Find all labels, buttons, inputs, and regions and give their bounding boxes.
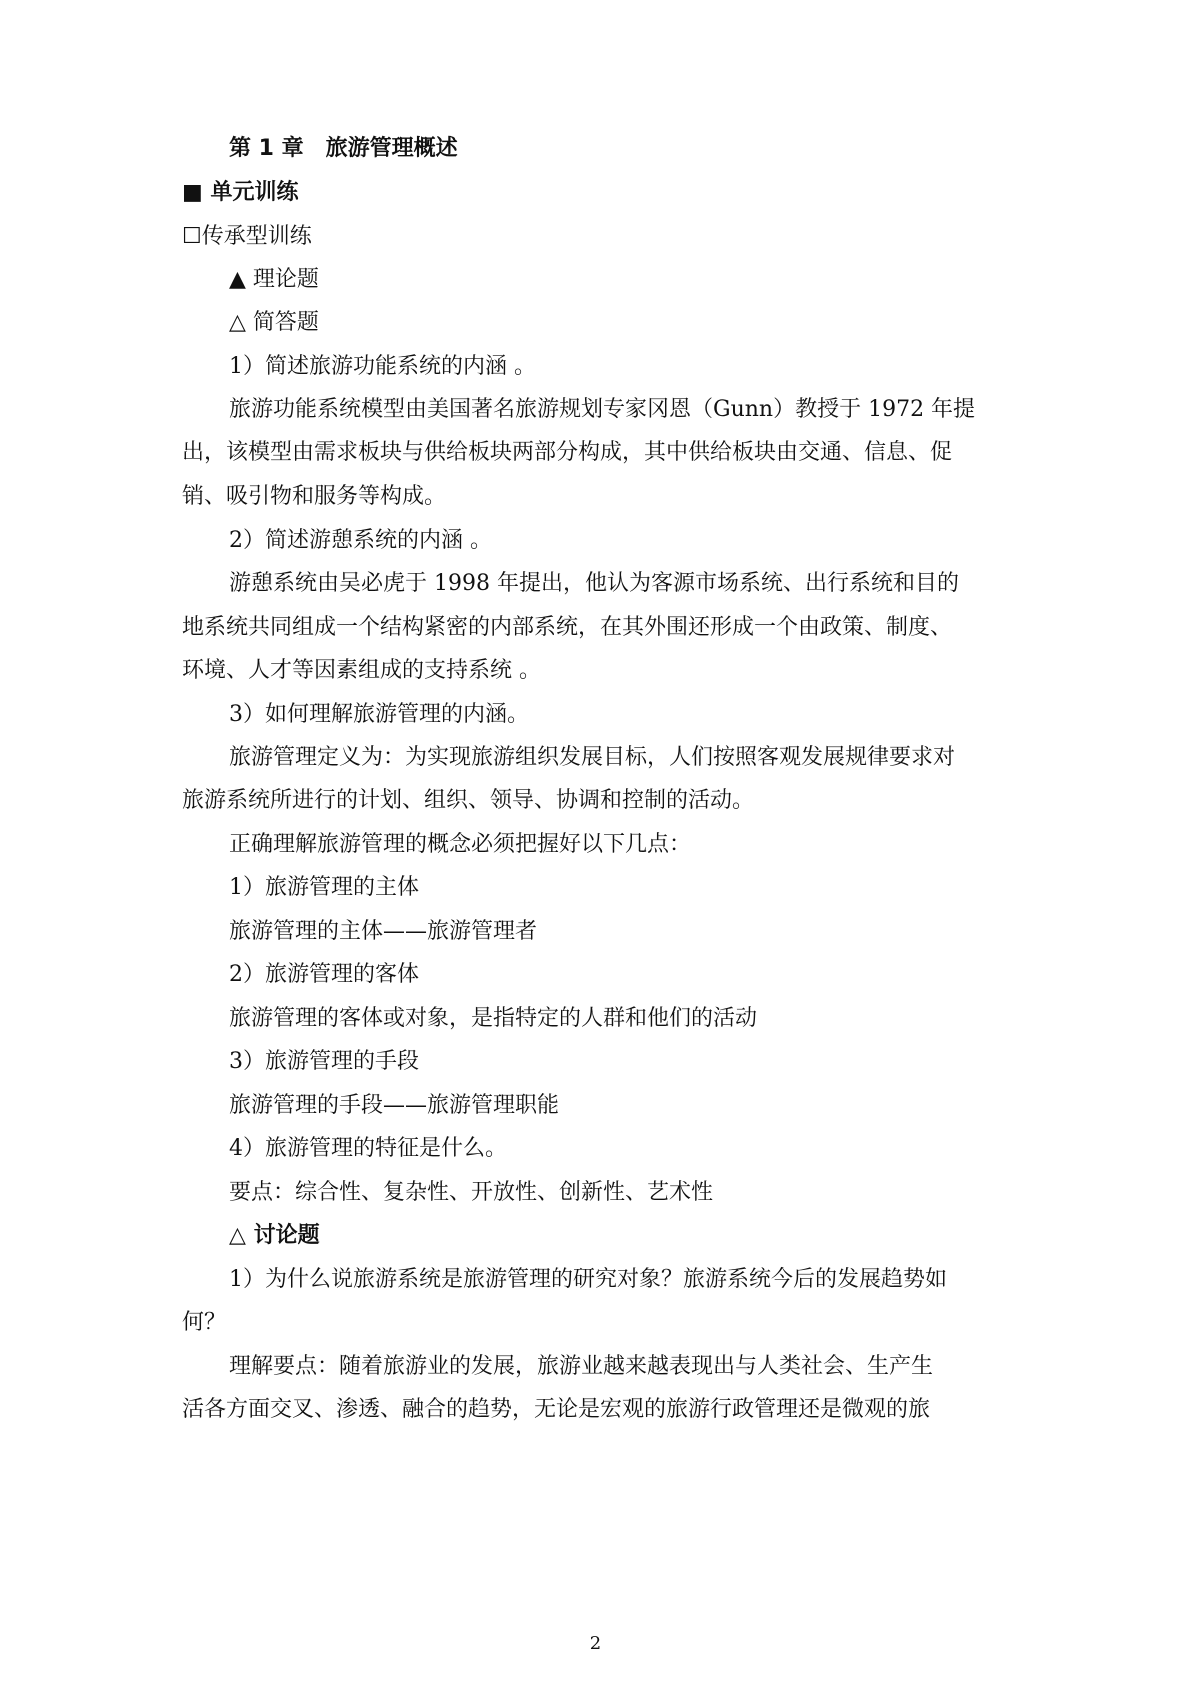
answer-2-line: 地系统共同组成一个结构紧密的内部系统，在其外围还形成一个由政策、制度、 <box>182 615 953 640</box>
type-short-answer: △ 简答题 <box>229 310 319 335</box>
page-number: 2 <box>589 1633 602 1654</box>
section-heading: ■ 单元训练 <box>182 180 299 205</box>
answer-2-line: 游憩系统由吴必虎于 1998 年提出，他认为客源市场系统、出行系统和目的 <box>229 571 959 596</box>
question-2: 2）简述游憩系统的内涵 。 <box>229 528 492 553</box>
question-1: 1）简述旅游功能系统的内涵 。 <box>229 354 536 379</box>
answer-3-intro: 正确理解旅游管理的概念必须把握好以下几点： <box>229 832 692 857</box>
answer-3-line: 旅游管理定义为：为实现旅游组织发展目标，人们按照客观发展规律要求对 <box>229 745 956 770</box>
discussion-1-answer-line: 活各方面交叉、渗透、融合的趋势，无论是宏观的旅游行政管理还是微观的旅 <box>182 1397 931 1422</box>
discussion-1-line: 何？ <box>182 1310 227 1335</box>
answer-3-point: 旅游管理的客体或对象，是指特定的人群和他们的活动 <box>229 1006 758 1031</box>
subsection-label: ☐传承型训练 <box>182 224 312 249</box>
answer-3-point: 2）旅游管理的客体 <box>229 962 419 987</box>
discussion-1-answer-line: 理解要点：随着旅游业的发展，旅游业越来越表现出与人类社会、生产生 <box>229 1354 934 1379</box>
answer-3-point: 旅游管理的手段——旅游管理职能 <box>229 1093 560 1118</box>
question-4: 4）旅游管理的特征是什么。 <box>229 1136 507 1161</box>
question-3: 3）如何理解旅游管理的内涵。 <box>229 702 529 727</box>
answer-1-line: 出，该模型由需求板块与供给板块两部分构成，其中供给板块由交通、信息、促 <box>182 440 953 465</box>
answer-3-line: 旅游系统所进行的计划、组织、领导、协调和控制的活动。 <box>182 788 755 813</box>
answer-1-line: 销、吸引物和服务等构成。 <box>182 484 447 509</box>
type-discussion: △ 讨论题 <box>229 1223 320 1248</box>
chapter-title: 第 1 章 旅游管理概述 <box>229 136 458 161</box>
answer-2-line: 环境、人才等因素组成的支持系统 。 <box>182 658 541 683</box>
answer-3-point: 1）旅游管理的主体 <box>229 875 419 900</box>
answer-1-line: 旅游功能系统模型由美国著名旅游规划专家冈恩（Gunn）教授于 1972 年提 <box>229 397 976 422</box>
discussion-1-line: 1）为什么说旅游系统是旅游管理的研究对象？旅游系统今后的发展趋势如 <box>229 1267 947 1292</box>
category-theory: ▲ 理论题 <box>229 267 319 292</box>
answer-4: 要点：综合性、复杂性、开放性、创新性、艺术性 <box>229 1180 714 1205</box>
answer-3-point: 3）旅游管理的手段 <box>229 1049 419 1074</box>
answer-3-point: 旅游管理的主体——旅游管理者 <box>229 919 538 944</box>
